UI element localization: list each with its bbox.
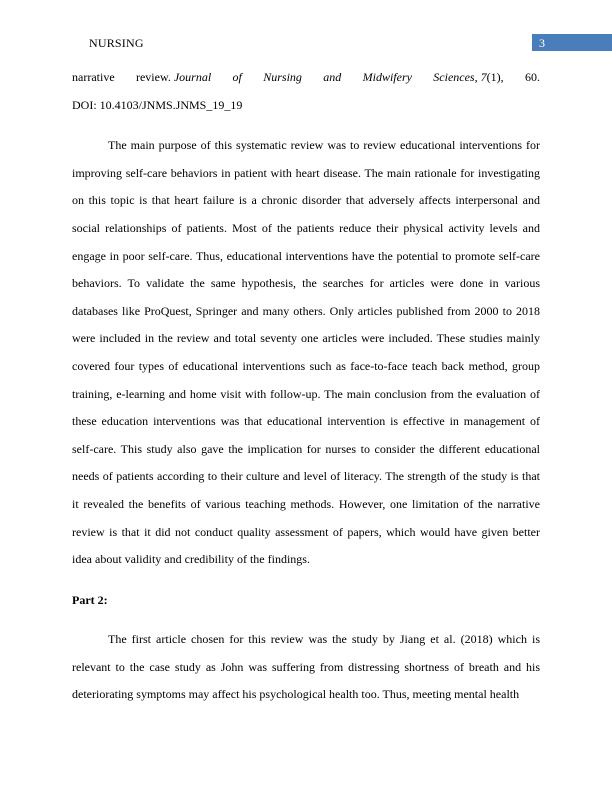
running-head: NURSING <box>89 36 144 50</box>
page-number-bar <box>532 34 612 51</box>
reference-line <box>72 64 540 92</box>
journal-word: Midwifery <box>362 70 412 84</box>
journal-word: and <box>323 70 342 84</box>
reference-doi: DOI: 10.4103/JNMS.JNMS_19_19 <box>72 97 243 112</box>
document-body <box>72 64 540 709</box>
section-heading-part-2: Part 2: <box>72 592 108 607</box>
journal-word: Nursing <box>263 70 302 84</box>
paragraph-summary: The main purpose of this systematic review was to review educational interventions for improving self-care behaviors in patient with heart disease. The main rationale for investigating on this topic is that heart failure is a chronic disorder that adversely affects interpersonal and social relationships of patients. Most of the patients reduce their physical activity levels and engage in poor self-care. Thus, educational interventions have the potential to promote self-care behaviors. To validate the same hypothesis, the searches for articles were done in various databases like ProQuest, Springer and many others. Only articles published from 2000 to 2018 were included in the review and total seventy one articles were included. These studies mainly covered four types of educational interventions such as face-to-face teach back method, group training, e-learning and home visit with follow-up. The main conclusion from the evaluation of these education interventions was that educational intervention is effective in management of self-care. This study also gave the implication for nurses to consider the different educational needs of patients according to their culture and level of literacy. The strength of the study is that it revealed the benefits of various teaching methods. However, one limitation of the narrative review is that it did not conduct quality assessment of papers, which would have given better idea about validity and credibility of the findings. <box>72 138 540 567</box>
paragraph-part-2: The first article chosen for this review was the study by Jiang et al. (2018) which is relevant to the case study as John was suffering from distressing shortness of breath and his deteriorating symptoms may affect his psychological health too. Thus, meeting mental health <box>72 632 540 702</box>
reference-word: narrative <box>72 70 115 84</box>
reference-word: review. Journal <box>135 70 212 84</box>
reference-page: 60. <box>524 70 540 84</box>
journal-volume: Sciences, 7(1), <box>433 70 504 84</box>
journal-word: of <box>232 70 242 84</box>
page-number: 3 <box>539 36 545 50</box>
